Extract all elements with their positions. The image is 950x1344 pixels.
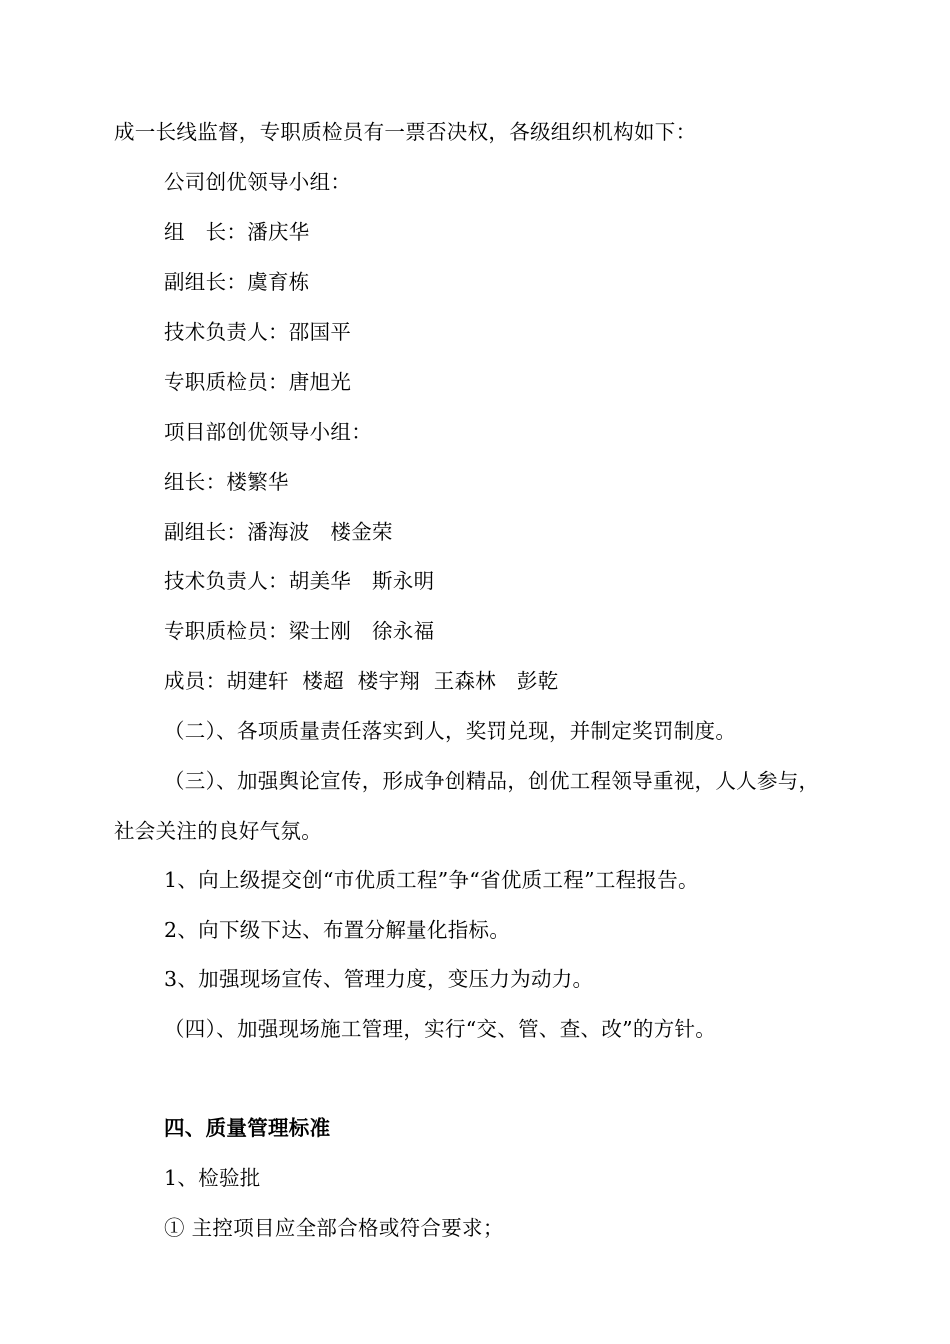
text-line-8: 组长：楼繁华 <box>164 470 289 494</box>
text-line-5: 技术负责人：邵国平 <box>164 320 352 344</box>
text-line-12: 成员：胡建轩 楼超 楼宇翔 王森林 彭乾 <box>164 669 559 693</box>
text-line-3: 组 长：潘庆华 <box>164 220 310 244</box>
text-line-11: 专职质检员：梁士刚 徐永福 <box>164 619 435 643</box>
text-line-19: （四）、加强现场施工管理，实行“交、管、查、改”的方针。 <box>164 1017 717 1041</box>
text-line-18: 3、加强现场宣传、管理力度，变压力为动力。 <box>164 967 594 991</box>
text-line-21: 1、检验批 <box>164 1166 261 1190</box>
section-heading: 四、质量管理标准 <box>164 1116 331 1140</box>
text-line-15: 社会关注的良好气氛。 <box>114 819 322 843</box>
text-line-14: （三）、加强舆论宣传，形成争创精品，创优工程领导重视，人人参与， <box>164 769 820 793</box>
text-line-9: 副组长：潘海波 楼金荣 <box>164 520 393 544</box>
text-line-7: 项目部创优领导小组： <box>164 420 372 444</box>
text-line-16: 1、向上级提交创“市优质工程”争“省优质工程”工程报告。 <box>164 868 699 892</box>
text-line-2: 公司创优领导小组： <box>164 170 352 194</box>
text-line-6: 专职质检员：唐旭光 <box>164 370 352 394</box>
text-line-1: 成一长线监督，专职质检员有一票否决权，各级组织机构如下： <box>114 120 697 144</box>
text-line-17: 2、向下级下达、布置分解量化指标。 <box>164 918 511 942</box>
text-line-13: （二）、各项质量责任落实到人，奖罚兑现，并制定奖罚制度。 <box>164 719 737 743</box>
text-line-4: 副组长：虞育栋 <box>164 270 310 294</box>
text-line-22: ① 主控项目应全部合格或符合要求； <box>164 1216 504 1240</box>
text-line-10: 技术负责人：胡美华 斯永明 <box>164 569 435 593</box>
